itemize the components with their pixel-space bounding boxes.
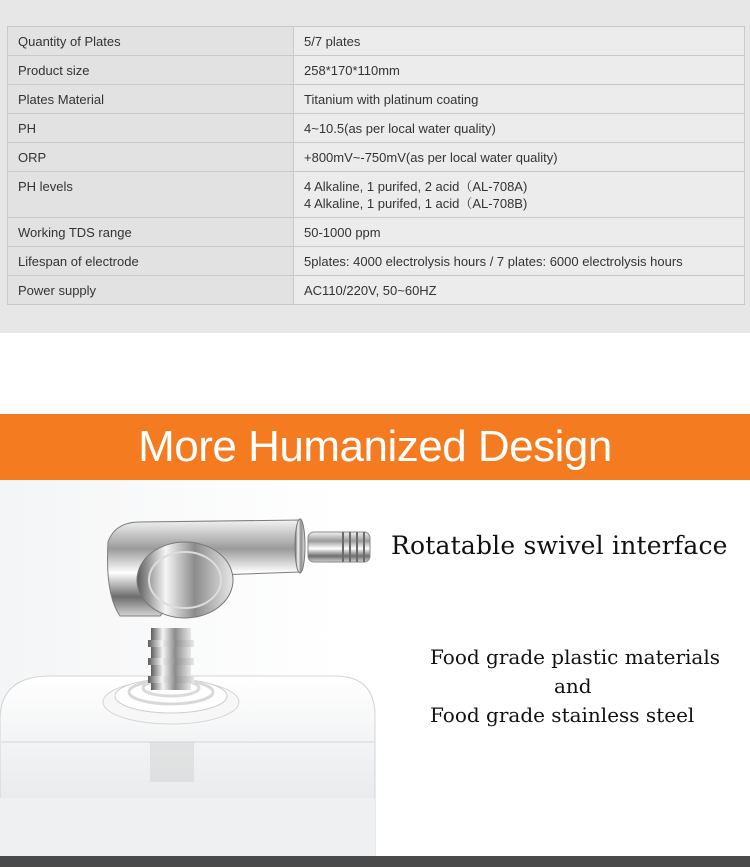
banner-title: More Humanized Design [138, 422, 612, 471]
spec-value-line: 4 Alkaline, 1 purifed, 2 acid（AL-708A) [304, 179, 528, 194]
spec-section [0, 0, 750, 333]
material-caption-line-3: Food grade stainless steel [430, 703, 695, 727]
spec-row [8, 247, 745, 276]
spec-row [8, 172, 745, 218]
spec-value-line: +800mV~-750mV(as per local water quality) [304, 150, 558, 165]
material-caption-line-2: and [554, 674, 592, 698]
spec-row [8, 143, 745, 172]
design-banner [0, 414, 750, 480]
spec-label: Working TDS range [8, 218, 294, 247]
spec-row [8, 56, 745, 85]
spec-label: PH [8, 114, 294, 143]
spec-value [294, 114, 745, 143]
bottom-divider [0, 856, 750, 867]
spec-label: Product size [8, 56, 294, 85]
spec-value-line: 50-1000 ppm [304, 225, 381, 240]
spec-row [8, 27, 745, 56]
spec-row [8, 85, 745, 114]
spec-value [294, 247, 745, 276]
spec-row [8, 114, 745, 143]
spec-value-line: 4~10.5(as per local water quality) [304, 121, 496, 136]
spec-value [294, 218, 745, 247]
spec-value [294, 85, 745, 114]
spec-label: Plates Material [8, 85, 294, 114]
spec-label: Lifespan of electrode [8, 247, 294, 276]
spec-row [8, 276, 745, 305]
spec-value [294, 276, 745, 305]
spec-value [294, 143, 745, 172]
spec-label: Power supply [8, 276, 294, 305]
spec-value-line: 4 Alkaline, 1 purifed, 1 acid（AL-708B) [304, 196, 528, 211]
spec-value [294, 56, 745, 85]
spec-value [294, 27, 745, 56]
spec-value [294, 172, 745, 218]
spec-label: Quantity of Plates [8, 27, 294, 56]
spec-value-line: 5/7 plates [304, 34, 361, 49]
spec-label: PH levels [8, 172, 294, 218]
spec-label: ORP [8, 143, 294, 172]
spec-value-line: 5plates: 4000 electrolysis hours / 7 plates: 6000 electrolysis hours [304, 254, 683, 269]
spec-table-body [8, 27, 745, 305]
material-caption [430, 643, 720, 730]
swivel-caption: Rotatable swivel interface [391, 531, 728, 560]
spec-value-line: Titanium with platinum coating [304, 92, 479, 107]
spec-value-line: 258*170*110mm [304, 63, 400, 78]
material-caption-line-1: Food grade plastic materials [430, 645, 720, 669]
spec-value-line: AC110/220V, 50~60HZ [304, 283, 437, 298]
spec-row [8, 218, 745, 247]
spec-table [7, 26, 745, 305]
